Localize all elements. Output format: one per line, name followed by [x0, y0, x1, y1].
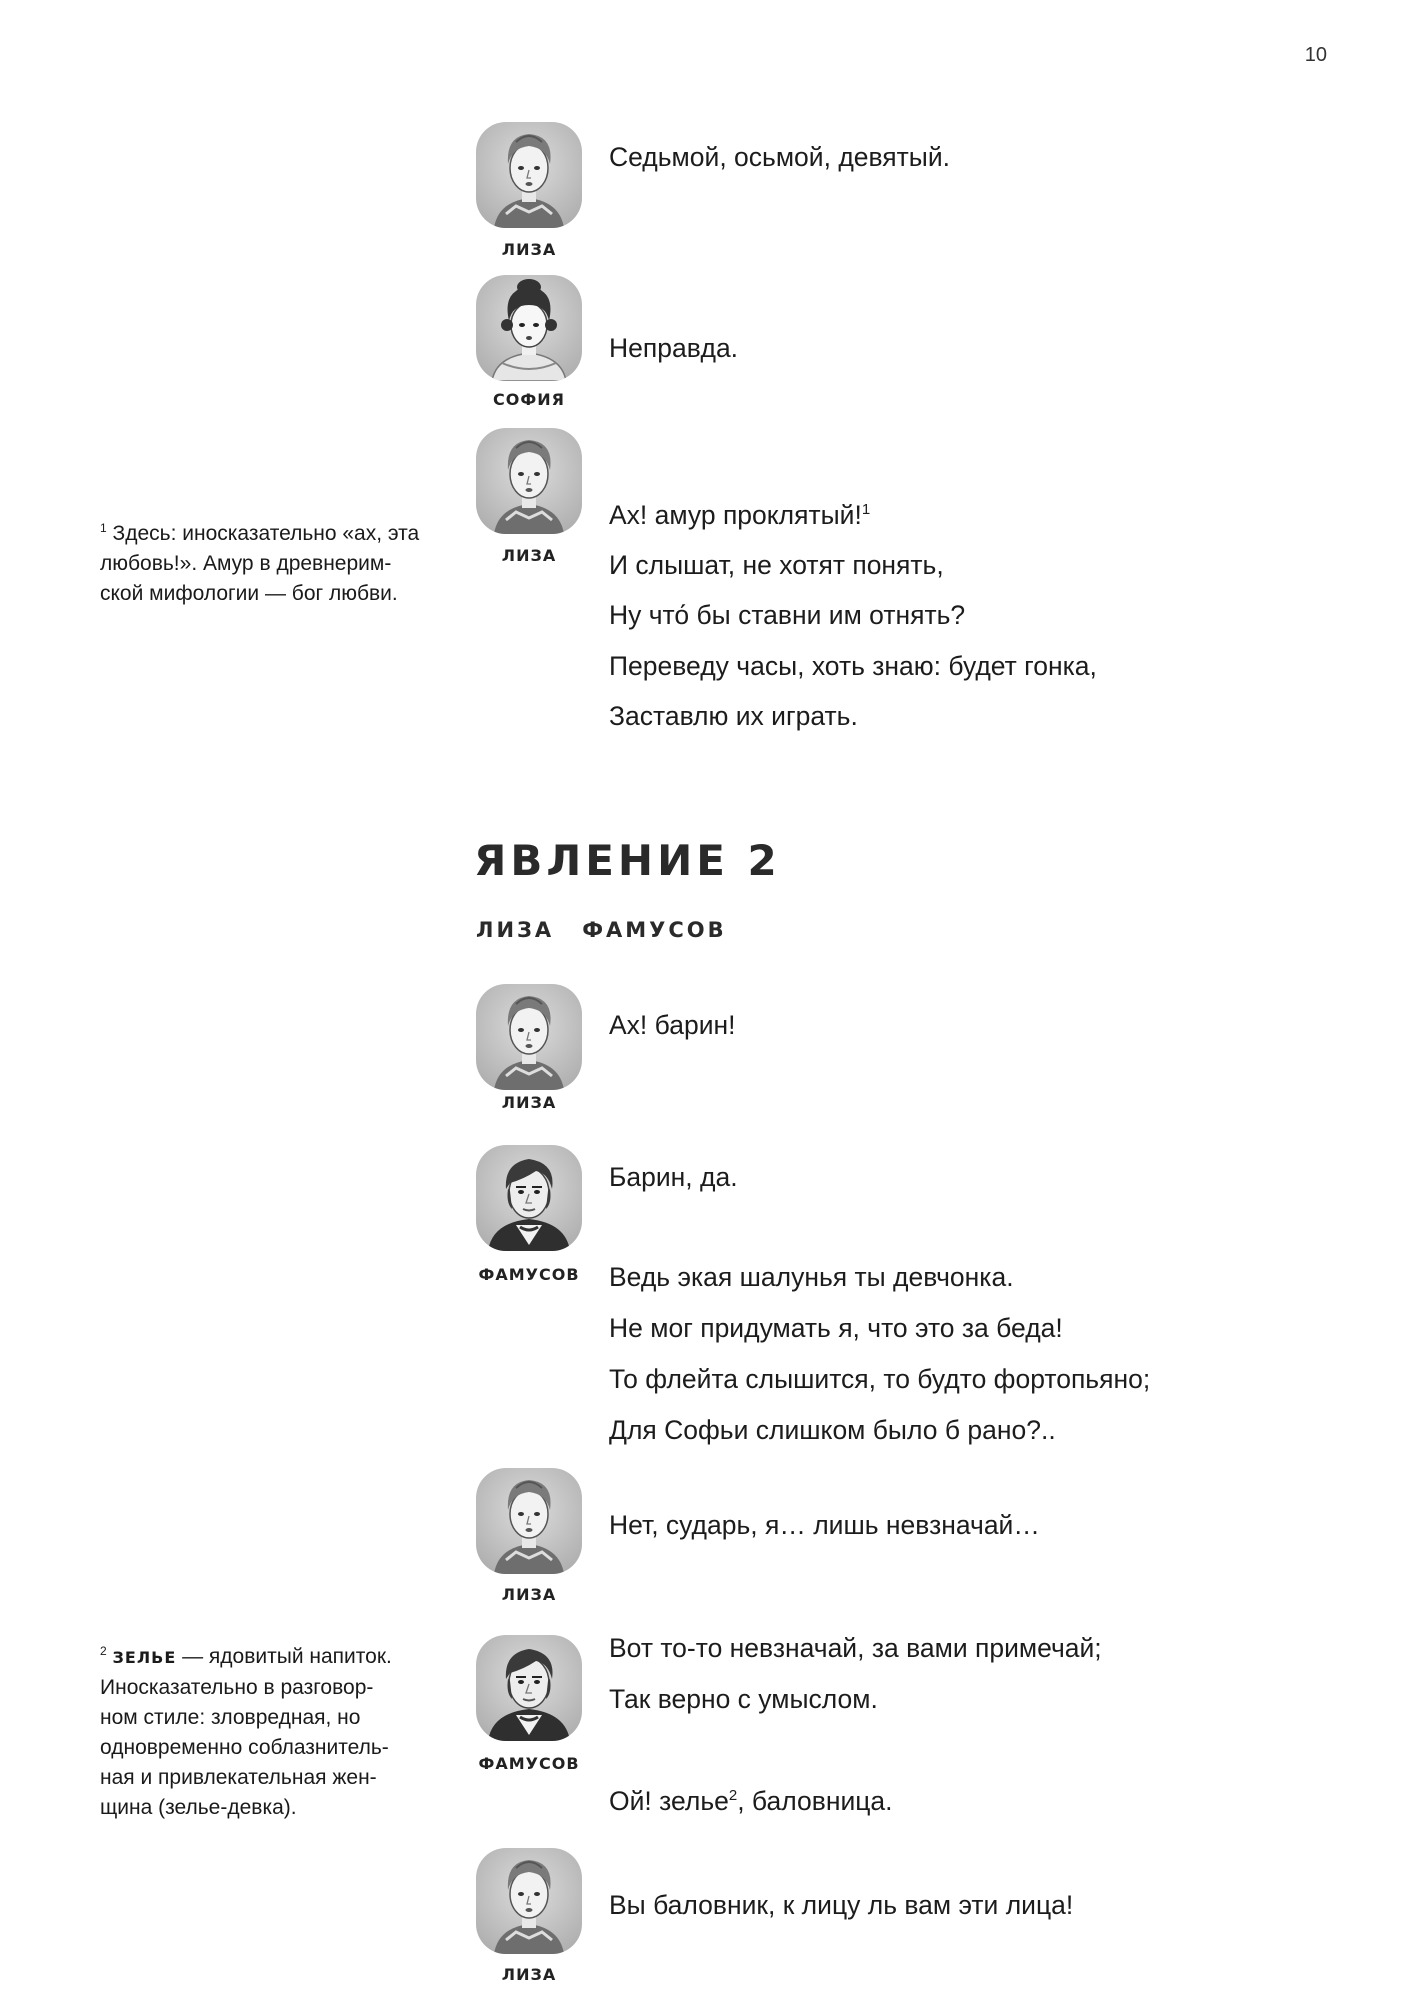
page-number: 10	[1304, 44, 1327, 66]
sofia-portrait-icon	[476, 275, 582, 381]
footnote-1: $^1$ Здесь: иносказательно «ах, эта любовь!». Амур в древнерим- ской мифологии — бог любви.	[100, 521, 420, 605]
speaker-name: ФАМУСОВ	[478, 1754, 580, 1773]
replica-line: Вы баловник, к лицу ль вам эти лица!	[609, 1890, 1074, 1920]
replica-line: Так верно с умыслом.	[609, 1684, 878, 1714]
replica-line: Барин, да.	[609, 1162, 738, 1192]
footnote-2: $^2$ ЗЕЛЬЕ — ядовитый напиток. Иносказательно в разговор- ном стиле: зловредная, но одновременно соблазнитель- ная и привлекательная жен- щина (зелье-девка).	[100, 1644, 392, 1819]
replica-line: Ведь экая шалунья ты девчонка.	[609, 1262, 1014, 1292]
replica-line: Нет, сударь, я… лишь невзначай…	[609, 1510, 1040, 1540]
footnote-ref: 2	[728, 1787, 738, 1805]
speaker-name: ЛИЗА	[501, 1093, 557, 1112]
speaker-name: ЛИЗА	[501, 546, 557, 565]
replica-line: Для Софьи слишком было б рано?..	[609, 1415, 1056, 1445]
replica-line: Ну что́ бы ставни им отнять?	[609, 600, 966, 630]
famusov-portrait-icon	[476, 1145, 582, 1251]
liza-portrait-icon	[476, 428, 582, 534]
replica-line: Вот то-то невзначай, за вами примечай;	[609, 1633, 1102, 1663]
replica-line: Седьмой, осьмой, девятый.	[609, 142, 951, 172]
footnote-mark: 2	[100, 1644, 107, 1658]
replica-line: Ой! зелье$^2$, баловница.	[609, 1786, 893, 1816]
scene-character: ЛИЗА	[476, 918, 555, 942]
replica-line: Неправда.	[609, 333, 739, 363]
footnote-mark: 1	[100, 521, 107, 535]
replica-line: Ах! амур проклятый!$^1$	[609, 500, 871, 530]
liza-portrait-icon	[476, 984, 582, 1090]
scene-characters	[476, 918, 755, 942]
replica-line: Заставлю их играть.	[609, 701, 858, 731]
replica-line: Ах! барин!	[609, 1010, 736, 1040]
speaker-name: ЛИЗА	[501, 1965, 557, 1984]
replica-line: То флейта слышится, то будто фортопьяно;	[609, 1364, 1151, 1394]
scene-character: ФАМУСОВ	[582, 918, 727, 942]
replica-line: И слышат, не хотят понять,	[609, 550, 944, 580]
speaker-name: ЛИЗА	[501, 1585, 557, 1604]
famusov-portrait-icon	[476, 1635, 582, 1741]
speaker-name: ЛИЗА	[501, 240, 557, 259]
liza-portrait-icon	[476, 1468, 582, 1574]
liza-portrait-icon	[476, 1848, 582, 1954]
liza-portrait-icon	[476, 122, 582, 228]
replica-line: Не мог придумать я, что это за беда!	[609, 1313, 1063, 1343]
footnote-term: ЗЕЛЬЕ	[112, 1648, 177, 1667]
speaker-name: ФАМУСОВ	[478, 1265, 580, 1284]
scene-title: ЯВЛЕНИЕ 2	[474, 836, 781, 885]
speaker-name: СОФИЯ	[493, 390, 565, 409]
replica-line: Переведу часы, хоть знаю: будет гонка,	[609, 651, 1097, 681]
footnote-ref: 1	[861, 501, 871, 519]
